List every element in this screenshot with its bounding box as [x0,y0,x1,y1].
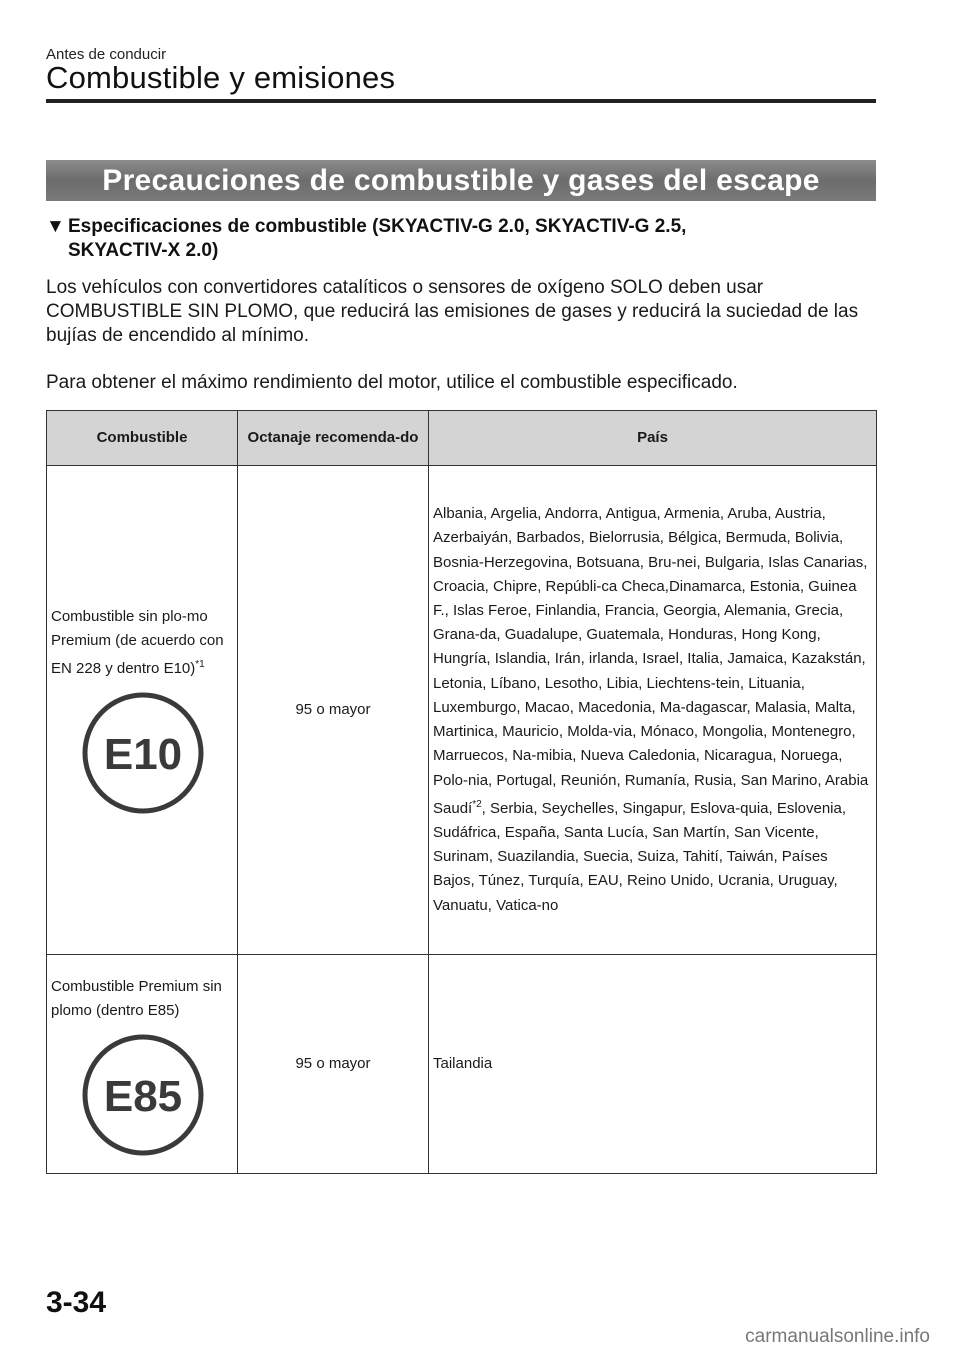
fuel-name: Combustible sin plo-mo Premium (de acuerdo con EN 228 y dentro E10) [51,607,224,678]
page-number: 3-34 [46,1286,107,1319]
triangle-down-icon: ▼ [46,216,65,237]
header-fuel: Combustible [47,411,238,466]
table-header-row [47,411,877,466]
table-row [47,955,877,1174]
watermark: carmanualsonline.info [745,1326,930,1347]
octane-cell: 95 o mayor [238,955,429,1174]
footnote-mark: *2 [472,798,482,810]
country-list-part1: Albania, Argelia, Andorra, Antigua, Armenia, Aruba, Austria, Azerbaiyán, Barbados, Bielorrusia, Bélgica, Bermuda, Bolivia, Bosnia-Herzegovina, Botsuana, Bru-nei, Bulgaria, Islas Canarias, Croacia, Chipre, Repúbli-ca Checa,Dinamarca, Estonia, Guinea F., Islas Feroe, Finlandia, Francia, Georgia, Alemania, Grecia, Grana-da, Guadalupe, Guatemala, Honduras, Hong Kong, Hungría, Islandia, Irán, irlanda, Israel, Italia, Jamaica, Kazakstán, Letonia, Líbano, Lesotho, Libia, Liechtens-tein, Lituania, Luxemburgo, Macao, Macedonia, Ma-dagascar, Malasia, Malta, Martinica, Mauricio, Molda-via, Mónaco, Mongolia, Montenegro, Marruecos, Na-mibia, Nueva Caledonia, Nicaragua, Noruega, Polo-nia, Portugal, Reunión, Rumanía, Rusia, San Marino, Arabia Saudí [433,505,869,817]
badge-label: E85 [103,1072,183,1122]
section-label: Antes de conducir [46,46,167,63]
country-list-part2: , Serbia, Seychelles, Singapur, Eslova-quia, Eslovenia, Sudáfrica, España, Santa Lucía, San Martín, San Vicente, Surinam, Suazilandia, Suecia, Suiza, Tahití, Taiwán, Países Bajos, Túnez, Turquía, EAU, Reino Unido, Ucrania, Uruguay, Vanuatu, Vatica-no [433,799,847,914]
header-divider [46,99,876,103]
section-banner: Precauciones de combustible y gases del escape [46,160,876,201]
badge-label: E10 [103,730,183,780]
header-country: País [429,411,877,466]
subheading [46,215,876,263]
subheading-line1: Especificaciones de combustible (SKYACTIV-G 2.0, SKYACTIV-G 2.5, [68,216,687,237]
octane-cell: 95 o mayor [238,466,429,955]
subheading-line2: SKYACTIV-X 2.0) [68,240,219,261]
fuel-cell [47,955,238,1174]
paragraph-performance: Para obtener el máximo rendimiento del motor, utilice el combustible especificado. [46,372,738,393]
table-row [47,466,877,955]
header-octane: Octanaje recomenda-do [238,411,429,466]
e10-badge-icon [81,691,205,815]
country-cell [429,466,877,955]
paragraph-catalytic: Los vehículos con convertidores catalíticos o sensores de oxígeno SOLO deben usar COMBUSTIBLE SIN PLOMO, que reducirá las emisiones de gases y reducirá la suciedad de las bujías de encendido al mínimo. [46,277,859,346]
fuel-spec-table [46,410,877,1174]
footnote-mark: *1 [195,659,205,671]
fuel-cell [47,466,238,955]
e85-badge-icon [81,1033,205,1157]
fuel-name: Combustible Premium sin plomo (dentro E85) [51,977,222,1019]
section-title: Combustible y emisiones [46,60,396,95]
country-cell: Tailandia [429,955,877,1174]
